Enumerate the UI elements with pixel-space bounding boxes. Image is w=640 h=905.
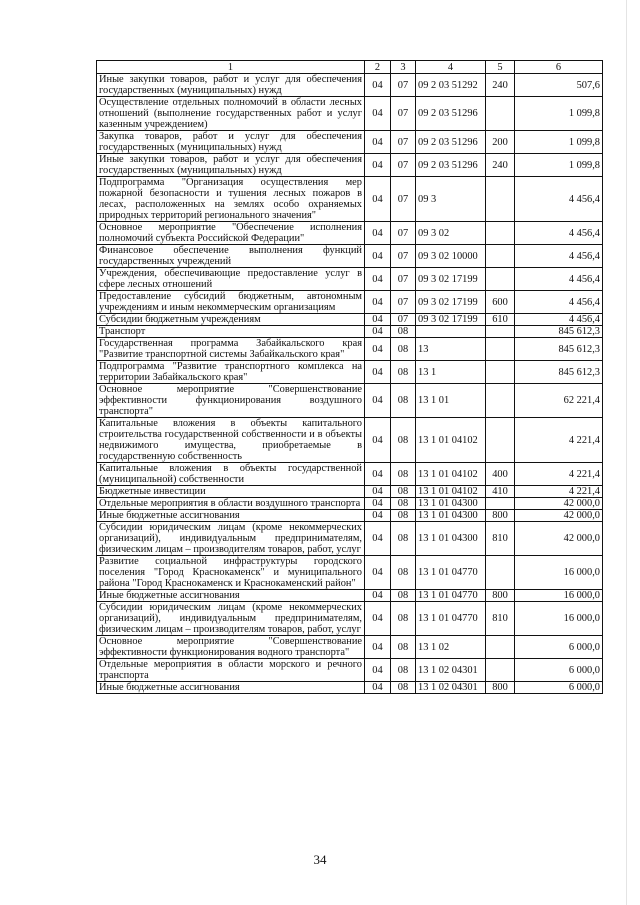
section-code-cell: 04 [365, 361, 391, 384]
subsection-code-cell: 08 [391, 486, 416, 498]
expense-type-cell [486, 659, 515, 682]
section-code-cell: 04 [365, 268, 391, 291]
target-article-cell: 13 1 01 04102 [416, 463, 486, 486]
table-row [97, 636, 603, 659]
subsection-code-cell: 07 [391, 131, 416, 154]
amount-cell: 1 099,8 [515, 97, 603, 131]
subsection-code-cell: 08 [391, 510, 416, 522]
amount-cell: 4 456,4 [515, 291, 603, 314]
table-row [97, 245, 603, 268]
expense-type-cell [486, 326, 515, 338]
target-article-cell: 13 1 01 04102 [416, 486, 486, 498]
section-code-cell: 04 [365, 338, 391, 361]
table-row [97, 602, 603, 636]
subsection-code-cell: 07 [391, 177, 416, 222]
amount-cell: 1 099,8 [515, 154, 603, 177]
subsection-code-cell: 08 [391, 522, 416, 556]
table-row [97, 338, 603, 361]
target-article-cell: 13 1 01 04300 [416, 498, 486, 510]
amount-cell: 42 000,0 [515, 498, 603, 510]
table-row [97, 131, 603, 154]
section-code-cell: 04 [365, 498, 391, 510]
row-name-cell: Субсидии юридическим лицам (кроме некоммерческих организаций), индивидуальным предпринимателям, физическим лицам – производителям товаров, работ, услуг [97, 522, 365, 556]
expense-type-cell: 800 [486, 682, 515, 694]
expense-type-cell [486, 97, 515, 131]
amount-cell: 62 221,4 [515, 384, 603, 418]
row-name-cell: Отдельные мероприятия в области воздушного транспорта [97, 498, 365, 510]
row-name-cell: Транспорт [97, 326, 365, 338]
section-code-cell: 04 [365, 682, 391, 694]
column-header: 3 [391, 61, 416, 74]
subsection-code-cell: 08 [391, 384, 416, 418]
expense-type-cell: 240 [486, 74, 515, 97]
table-row [97, 556, 603, 590]
amount-cell: 16 000,0 [515, 602, 603, 636]
target-article-cell: 13 1 02 04301 [416, 659, 486, 682]
target-article-cell: 09 3 02 17199 [416, 291, 486, 314]
row-name-cell: Предоставление субсидий бюджетным, автономным учреждениям и иным некоммерческим организациям [97, 291, 365, 314]
target-article-cell: 13 1 01 04770 [416, 590, 486, 602]
expense-type-cell: 610 [486, 314, 515, 326]
table-row [97, 486, 603, 498]
table-row [97, 361, 603, 384]
table-row [97, 522, 603, 556]
section-code-cell: 04 [365, 510, 391, 522]
expense-type-cell [486, 177, 515, 222]
section-code-cell: 04 [365, 463, 391, 486]
expense-type-cell: 400 [486, 463, 515, 486]
row-name-cell: Бюджетные инвестиции [97, 486, 365, 498]
amount-cell: 4 221,4 [515, 463, 603, 486]
amount-cell: 6 000,0 [515, 636, 603, 659]
section-code-cell: 04 [365, 177, 391, 222]
subsection-code-cell: 07 [391, 222, 416, 245]
column-header: 6 [515, 61, 603, 74]
section-code-cell: 04 [365, 590, 391, 602]
subsection-code-cell: 07 [391, 314, 416, 326]
table-row [97, 418, 603, 463]
amount-cell: 507,6 [515, 74, 603, 97]
amount-cell: 4 456,4 [515, 222, 603, 245]
section-code-cell: 04 [365, 659, 391, 682]
subsection-code-cell: 07 [391, 74, 416, 97]
target-article-cell: 09 2 03 51296 [416, 97, 486, 131]
table-row [97, 326, 603, 338]
row-name-cell: Иные бюджетные ассигнования [97, 510, 365, 522]
target-article-cell: 09 3 02 17199 [416, 314, 486, 326]
amount-cell: 845 612,3 [515, 338, 603, 361]
expense-type-cell: 600 [486, 291, 515, 314]
table-row [97, 463, 603, 486]
target-article-cell: 09 3 02 [416, 222, 486, 245]
target-article-cell: 13 [416, 338, 486, 361]
section-code-cell: 04 [365, 326, 391, 338]
row-name-cell: Учреждения, обеспечивающие предоставление услуг в сфере лесных отношений [97, 268, 365, 291]
page-edge [626, 0, 627, 905]
amount-cell: 16 000,0 [515, 590, 603, 602]
row-name-cell: Иные бюджетные ассигнования [97, 590, 365, 602]
amount-cell: 16 000,0 [515, 556, 603, 590]
amount-cell: 4 456,4 [515, 268, 603, 291]
row-name-cell: Отдельные мероприятия в области морского и речного транспорта [97, 659, 365, 682]
target-article-cell: 09 3 02 17199 [416, 268, 486, 291]
section-code-cell: 04 [365, 154, 391, 177]
subsection-code-cell: 08 [391, 361, 416, 384]
amount-cell: 4 456,4 [515, 314, 603, 326]
subsection-code-cell: 08 [391, 556, 416, 590]
amount-cell: 4 456,4 [515, 245, 603, 268]
subsection-code-cell: 08 [391, 418, 416, 463]
row-name-cell: Субсидии юридическим лицам (кроме некоммерческих организаций), индивидуальным предпринимателям, физическим лицам – производителям товаров, работ, услуг [97, 602, 365, 636]
amount-cell: 42 000,0 [515, 510, 603, 522]
row-name-cell: Основное мероприятие "Совершенствование эффективности функционирования водного транспорта" [97, 636, 365, 659]
subsection-code-cell: 08 [391, 659, 416, 682]
amount-cell: 4 221,4 [515, 486, 603, 498]
page-number: 34 [313, 852, 327, 867]
expense-type-cell [486, 245, 515, 268]
target-article-cell: 13 1 02 [416, 636, 486, 659]
table-row [97, 590, 603, 602]
column-header: 1 [97, 61, 365, 74]
expense-type-cell [486, 222, 515, 245]
expense-type-cell: 410 [486, 486, 515, 498]
budget-table [96, 60, 603, 694]
target-article-cell: 13 1 01 04102 [416, 418, 486, 463]
expense-type-cell: 810 [486, 602, 515, 636]
row-name-cell: Осуществление отдельных полномочий в области лесных отношений (выполнение государственных работ и услуг казенным учреждением) [97, 97, 365, 131]
subsection-code-cell: 08 [391, 602, 416, 636]
subsection-code-cell: 07 [391, 154, 416, 177]
expense-type-cell: 800 [486, 510, 515, 522]
target-article-cell: 09 2 03 51292 [416, 74, 486, 97]
table-row [97, 97, 603, 131]
section-code-cell: 04 [365, 384, 391, 418]
row-name-cell: Капитальные вложения в объекты капитального строительства государственной собственности и в объекты недвижимого имущества, приобретаемые в государственную собственность [97, 418, 365, 463]
column-header: 5 [486, 61, 515, 74]
section-code-cell: 04 [365, 636, 391, 659]
expense-type-cell: 810 [486, 522, 515, 556]
table-row [97, 291, 603, 314]
expense-type-cell [486, 361, 515, 384]
subsection-code-cell: 08 [391, 682, 416, 694]
target-article-cell: 13 1 01 04770 [416, 602, 486, 636]
table-row [97, 384, 603, 418]
section-code-cell: 04 [365, 245, 391, 268]
expense-type-cell [486, 636, 515, 659]
table-row [97, 222, 603, 245]
target-article-cell: 13 1 [416, 361, 486, 384]
table-row [97, 510, 603, 522]
row-name-cell: Подпрограмма "Развитие транспортного комплекса на территории Забайкальского края" [97, 361, 365, 384]
amount-cell: 4 221,4 [515, 418, 603, 463]
subsection-code-cell: 07 [391, 245, 416, 268]
table-row [97, 682, 603, 694]
amount-cell: 4 456,4 [515, 177, 603, 222]
subsection-code-cell: 07 [391, 268, 416, 291]
expense-type-cell: 800 [486, 590, 515, 602]
section-code-cell: 04 [365, 522, 391, 556]
expense-type-cell [486, 384, 515, 418]
subsection-code-cell: 08 [391, 326, 416, 338]
target-article-cell: 09 2 03 51296 [416, 154, 486, 177]
table-row [97, 498, 603, 510]
row-name-cell: Закупка товаров, работ и услуг для обеспечения государственных (муниципальных) нужд [97, 131, 365, 154]
amount-cell: 845 612,3 [515, 326, 603, 338]
row-name-cell: Капитальные вложения в объекты государственной (муниципальной) собственности [97, 463, 365, 486]
section-code-cell: 04 [365, 131, 391, 154]
row-name-cell: Основное мероприятие "Совершенствование эффективности функционирования воздушного транспорта" [97, 384, 365, 418]
row-name-cell: Основное мероприятие "Обеспечение исполнения полномочий субъекта Российской Федерации" [97, 222, 365, 245]
row-name-cell: Подпрограмма "Организация осуществления мер пожарной безопасности и тушения лесных пожаров в лесах, расположенных на землях особо охраняемых природных территорий регионального значения" [97, 177, 365, 222]
table-row [97, 268, 603, 291]
subsection-code-cell: 08 [391, 463, 416, 486]
subsection-code-cell: 07 [391, 97, 416, 131]
expense-type-cell [486, 338, 515, 361]
section-code-cell: 04 [365, 486, 391, 498]
subsection-code-cell: 08 [391, 590, 416, 602]
section-code-cell: 04 [365, 222, 391, 245]
table-row [97, 154, 603, 177]
section-code-cell: 04 [365, 314, 391, 326]
amount-cell: 6 000,0 [515, 682, 603, 694]
section-code-cell: 04 [365, 418, 391, 463]
amount-cell: 845 612,3 [515, 361, 603, 384]
target-article-cell: 13 1 02 04301 [416, 682, 486, 694]
target-article-cell: 09 3 02 10000 [416, 245, 486, 268]
column-header: 4 [416, 61, 486, 74]
target-article-cell: 13 1 01 04300 [416, 510, 486, 522]
section-code-cell: 04 [365, 291, 391, 314]
table-row [97, 659, 603, 682]
row-name-cell: Финансовое обеспечение выполнения функций государственных учреждений [97, 245, 365, 268]
row-name-cell: Государственная программа Забайкальского края "Развитие транспортной системы Забайкальского края" [97, 338, 365, 361]
header-row [97, 61, 603, 74]
amount-cell: 42 000,0 [515, 522, 603, 556]
column-header: 2 [365, 61, 391, 74]
target-article-cell: 13 1 01 04770 [416, 556, 486, 590]
table-row [97, 74, 603, 97]
row-name-cell: Иные бюджетные ассигнования [97, 682, 365, 694]
section-code-cell: 04 [365, 556, 391, 590]
row-name-cell: Развитие социальной инфраструктуры городского поселения "Город Краснокаменск" и муниципального района "Город Краснокаменск и Краснокаменский район" [97, 556, 365, 590]
table-row [97, 177, 603, 222]
row-name-cell: Иные закупки товаров, работ и услуг для обеспечения государственных (муниципальных) нужд [97, 154, 365, 177]
table-body [97, 74, 603, 694]
target-article-cell: 09 3 [416, 177, 486, 222]
target-article-cell [416, 326, 486, 338]
subsection-code-cell: 07 [391, 291, 416, 314]
target-article-cell: 13 1 01 04300 [416, 522, 486, 556]
expense-type-cell [486, 556, 515, 590]
subsection-code-cell: 08 [391, 498, 416, 510]
section-code-cell: 04 [365, 74, 391, 97]
expense-type-cell: 200 [486, 131, 515, 154]
target-article-cell: 13 1 01 [416, 384, 486, 418]
table-row [97, 314, 603, 326]
expense-type-cell [486, 418, 515, 463]
amount-cell: 6 000,0 [515, 659, 603, 682]
expense-type-cell [486, 498, 515, 510]
subsection-code-cell: 08 [391, 636, 416, 659]
amount-cell: 1 099,8 [515, 131, 603, 154]
expense-type-cell: 240 [486, 154, 515, 177]
section-code-cell: 04 [365, 97, 391, 131]
subsection-code-cell: 08 [391, 338, 416, 361]
row-name-cell: Иные закупки товаров, работ и услуг для обеспечения государственных (муниципальных) нужд [97, 74, 365, 97]
expense-type-cell [486, 268, 515, 291]
section-code-cell: 04 [365, 602, 391, 636]
target-article-cell: 09 2 03 51296 [416, 131, 486, 154]
row-name-cell: Субсидии бюджетным учреждениям [97, 314, 365, 326]
